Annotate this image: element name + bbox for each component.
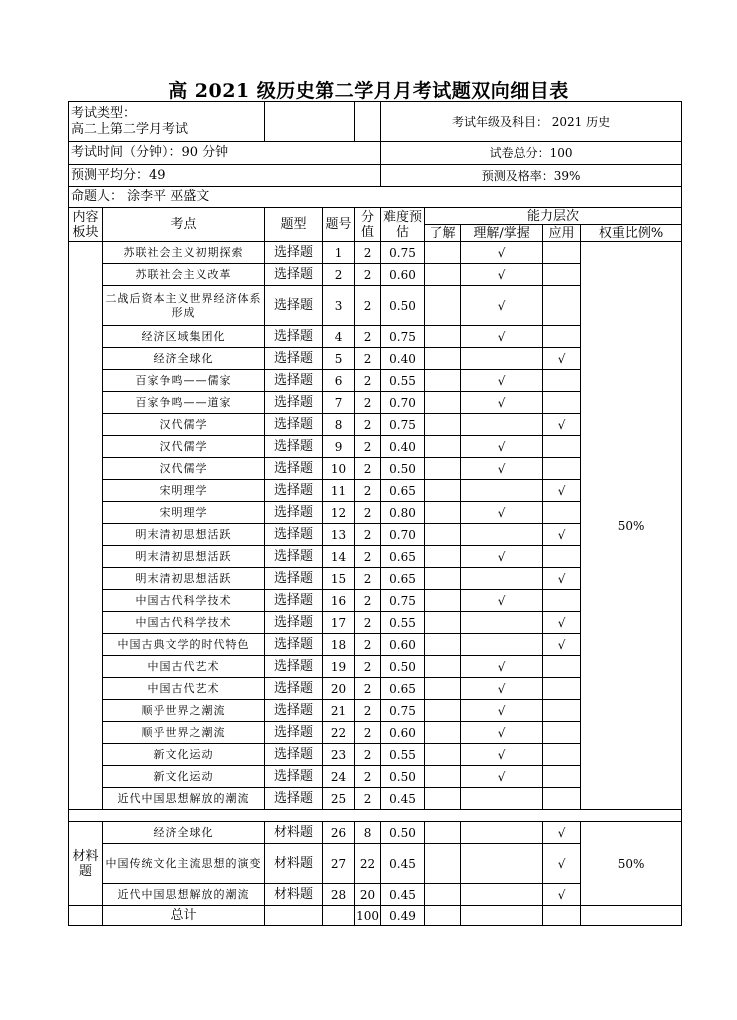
topic-cell: 二战后资本主义世界经济体系形成 [103, 286, 265, 326]
type-cell: 选择题 [265, 414, 323, 436]
page-title: 高 2021 级历史第二学月月考试题双向细目表 [168, 80, 569, 102]
num-cell: 10 [323, 458, 355, 480]
understand-cell [425, 766, 461, 788]
comprehend-cell: √ [461, 656, 543, 678]
header-weight: 权重比例% [581, 225, 682, 242]
header-num: 题号 [323, 208, 355, 242]
header-ability: 能力层次 [425, 208, 682, 225]
total-difficulty: 0.49 [381, 906, 425, 926]
comprehend-cell [461, 788, 543, 810]
comprehend-cell: √ [461, 242, 543, 264]
difficulty-cell: 0.50 [381, 656, 425, 678]
header-block: 内容板块 [69, 208, 103, 242]
content-block-cell [69, 242, 103, 810]
type-cell: 选择题 [265, 436, 323, 458]
score-cell: 2 [355, 480, 381, 502]
difficulty-cell: 0.40 [381, 436, 425, 458]
understand-cell [425, 634, 461, 656]
header-understand: 了解 [425, 225, 461, 242]
topic-cell: 明末清初思想活跃 [103, 524, 265, 546]
comprehend-cell: √ [461, 722, 543, 744]
score-cell: 2 [355, 788, 381, 810]
type-cell: 选择题 [265, 788, 323, 810]
total-apply-cell [543, 906, 581, 926]
score-cell: 2 [355, 436, 381, 458]
score-cell: 2 [355, 656, 381, 678]
apply-cell [543, 590, 581, 612]
total-score: 试卷总分：100 [381, 142, 682, 165]
type-cell: 选择题 [265, 502, 323, 524]
table-row [69, 822, 682, 844]
apply-cell [543, 744, 581, 766]
difficulty-cell: 0.55 [381, 370, 425, 392]
score-cell: 2 [355, 590, 381, 612]
score-cell: 2 [355, 326, 381, 348]
topic-cell: 明末清初思想活跃 [103, 568, 265, 590]
topic-cell: 百家争鸣——道家 [103, 392, 265, 414]
apply-cell: √ [543, 568, 581, 590]
score-cell: 2 [355, 766, 381, 788]
difficulty-cell: 0.50 [381, 822, 425, 844]
header-score: 分值 [355, 208, 381, 242]
comprehend-cell [461, 414, 543, 436]
understand-cell [425, 502, 461, 524]
apply-cell [543, 788, 581, 810]
total-num-cell [323, 906, 355, 926]
difficulty-cell: 0.65 [381, 568, 425, 590]
num-cell: 21 [323, 700, 355, 722]
num-cell: 6 [323, 370, 355, 392]
difficulty-cell: 0.55 [381, 612, 425, 634]
score-cell: 2 [355, 678, 381, 700]
total-type-cell [265, 906, 323, 926]
topic-cell: 宋明理学 [103, 502, 265, 524]
comprehend-cell: √ [461, 744, 543, 766]
understand-cell [425, 700, 461, 722]
table-row [69, 242, 682, 264]
score-cell: 2 [355, 546, 381, 568]
score-cell: 2 [355, 700, 381, 722]
num-cell: 28 [323, 884, 355, 906]
apply-cell: √ [543, 480, 581, 502]
predicted-pass-rate: 预测及格率：39% [381, 165, 682, 187]
difficulty-cell: 0.45 [381, 788, 425, 810]
understand-cell [425, 348, 461, 370]
apply-cell [543, 264, 581, 286]
score-cell: 2 [355, 242, 381, 264]
comprehend-cell: √ [461, 546, 543, 568]
num-cell: 27 [323, 844, 355, 884]
score-cell: 22 [355, 844, 381, 884]
difficulty-cell: 0.45 [381, 844, 425, 884]
understand-cell [425, 264, 461, 286]
difficulty-cell: 0.80 [381, 502, 425, 524]
understand-cell [425, 844, 461, 884]
comprehend-cell [461, 822, 543, 844]
apply-cell [543, 766, 581, 788]
topic-cell: 汉代儒学 [103, 414, 265, 436]
understand-cell [425, 326, 461, 348]
type-cell: 材料题 [265, 822, 323, 844]
topic-cell: 百家争鸣——儒家 [103, 370, 265, 392]
score-cell: 2 [355, 722, 381, 744]
num-cell: 5 [323, 348, 355, 370]
topic-cell: 中国古典文学的时代特色 [103, 634, 265, 656]
understand-cell [425, 822, 461, 844]
apply-cell: √ [543, 884, 581, 906]
comprehend-cell: √ [461, 458, 543, 480]
comprehend-cell: √ [461, 264, 543, 286]
difficulty-cell: 0.50 [381, 286, 425, 326]
difficulty-cell: 0.75 [381, 326, 425, 348]
comprehend-cell [461, 480, 543, 502]
total-score: 100 [355, 906, 381, 926]
score-cell: 20 [355, 884, 381, 906]
comprehend-cell: √ [461, 700, 543, 722]
topic-cell: 中国古代艺术 [103, 656, 265, 678]
score-cell: 2 [355, 414, 381, 436]
understand-cell [425, 656, 461, 678]
apply-cell [543, 458, 581, 480]
apply-cell [543, 286, 581, 326]
comprehend-cell: √ [461, 392, 543, 414]
comprehend-cell: √ [461, 590, 543, 612]
num-cell: 23 [323, 744, 355, 766]
apply-cell [543, 700, 581, 722]
type-cell: 选择题 [265, 370, 323, 392]
comprehend-cell [461, 612, 543, 634]
difficulty-cell: 0.65 [381, 480, 425, 502]
topic-cell: 近代中国思想解放的潮流 [103, 884, 265, 906]
topic-cell: 中国古代科学技术 [103, 612, 265, 634]
understand-cell [425, 612, 461, 634]
total-blank-cell [69, 906, 103, 926]
type-cell: 选择题 [265, 656, 323, 678]
difficulty-cell: 0.70 [381, 524, 425, 546]
score-cell: 2 [355, 568, 381, 590]
num-cell: 7 [323, 392, 355, 414]
difficulty-cell: 0.50 [381, 458, 425, 480]
understand-cell [425, 480, 461, 502]
understand-cell [425, 414, 461, 436]
header-apply: 应用 [543, 225, 581, 242]
understand-cell [425, 884, 461, 906]
apply-cell [543, 656, 581, 678]
type-cell: 选择题 [265, 458, 323, 480]
topic-cell: 新文化运动 [103, 766, 265, 788]
apply-cell [543, 370, 581, 392]
difficulty-cell: 0.60 [381, 722, 425, 744]
type-cell: 选择题 [265, 242, 323, 264]
grade-subject: 考试年级及科目： 2021 历史 [381, 102, 682, 142]
type-cell: 选择题 [265, 524, 323, 546]
topic-cell: 中国古代艺术 [103, 678, 265, 700]
topic-cell: 经济全球化 [103, 822, 265, 844]
header-point: 考点 [103, 208, 265, 242]
type-cell: 选择题 [265, 326, 323, 348]
type-cell: 选择题 [265, 264, 323, 286]
understand-cell [425, 722, 461, 744]
difficulty-cell: 0.75 [381, 590, 425, 612]
understand-cell [425, 546, 461, 568]
apply-cell: √ [543, 634, 581, 656]
score-cell: 2 [355, 392, 381, 414]
type-cell: 材料题 [265, 844, 323, 884]
comprehend-cell [461, 568, 543, 590]
comprehend-cell: √ [461, 370, 543, 392]
num-cell: 18 [323, 634, 355, 656]
header-difficulty: 难度预估 [381, 208, 425, 242]
difficulty-cell: 0.50 [381, 766, 425, 788]
topic-cell: 经济全球化 [103, 348, 265, 370]
content-block-cell: 材料题 [69, 822, 103, 906]
apply-cell: √ [543, 414, 581, 436]
num-cell: 22 [323, 722, 355, 744]
topic-cell: 明末清初思想活跃 [103, 546, 265, 568]
score-cell: 2 [355, 264, 381, 286]
num-cell: 24 [323, 766, 355, 788]
comprehend-cell: √ [461, 678, 543, 700]
apply-cell: √ [543, 348, 581, 370]
difficulty-cell: 0.60 [381, 264, 425, 286]
exam-type-cell [69, 102, 265, 142]
comprehend-cell [461, 348, 543, 370]
type-cell: 选择题 [265, 348, 323, 370]
difficulty-cell: 0.45 [381, 884, 425, 906]
header-type: 题型 [265, 208, 323, 242]
comprehend-cell [461, 844, 543, 884]
understand-cell [425, 242, 461, 264]
difficulty-cell: 0.65 [381, 678, 425, 700]
score-cell: 2 [355, 744, 381, 766]
num-cell: 14 [323, 546, 355, 568]
comprehend-cell: √ [461, 436, 543, 458]
topic-cell: 宋明理学 [103, 480, 265, 502]
topic-cell: 中国传统文化主流思想的演变 [103, 844, 265, 884]
num-cell: 1 [323, 242, 355, 264]
spec-table [68, 101, 682, 926]
apply-cell [543, 392, 581, 414]
total-label: 总计 [103, 906, 265, 926]
num-cell: 9 [323, 436, 355, 458]
weight-cell: 50% [581, 242, 682, 810]
apply-cell [543, 546, 581, 568]
score-cell: 2 [355, 502, 381, 524]
understand-cell [425, 286, 461, 326]
understand-cell [425, 458, 461, 480]
apply-cell [543, 242, 581, 264]
difficulty-cell: 0.75 [381, 414, 425, 436]
total-understand-cell [425, 906, 461, 926]
topic-cell: 汉代儒学 [103, 458, 265, 480]
understand-cell [425, 678, 461, 700]
understand-cell [425, 524, 461, 546]
topic-cell: 经济区域集团化 [103, 326, 265, 348]
topic-cell: 近代中国思想解放的潮流 [103, 788, 265, 810]
total-comprehend-cell [461, 906, 543, 926]
type-cell: 选择题 [265, 722, 323, 744]
difficulty-cell: 0.70 [381, 392, 425, 414]
understand-cell [425, 370, 461, 392]
exam-type-value: 高二上第二学月考试 [71, 121, 189, 137]
understand-cell [425, 436, 461, 458]
num-cell: 26 [323, 822, 355, 844]
comprehend-cell [461, 634, 543, 656]
type-cell: 选择题 [265, 480, 323, 502]
understand-cell [425, 744, 461, 766]
topic-cell: 新文化运动 [103, 744, 265, 766]
exam-time: 考试时间（分钟）：90 分钟 [69, 142, 381, 165]
apply-cell [543, 502, 581, 524]
header-comprehend: 理解/掌握 [461, 225, 543, 242]
difficulty-cell: 0.65 [381, 546, 425, 568]
num-cell: 2 [323, 264, 355, 286]
score-cell: 2 [355, 458, 381, 480]
authors: 命题人： 涂李平 巫盛文 [69, 187, 682, 208]
num-cell: 17 [323, 612, 355, 634]
weight-cell: 50% [581, 822, 682, 906]
type-cell: 选择题 [265, 286, 323, 326]
type-cell: 选择题 [265, 546, 323, 568]
difficulty-cell: 0.75 [381, 242, 425, 264]
type-cell: 选择题 [265, 392, 323, 414]
num-cell: 12 [323, 502, 355, 524]
num-cell: 19 [323, 656, 355, 678]
topic-cell: 顺乎世界之潮流 [103, 722, 265, 744]
comprehend-cell: √ [461, 326, 543, 348]
topic-cell: 顺乎世界之潮流 [103, 700, 265, 722]
type-cell: 材料题 [265, 884, 323, 906]
comprehend-cell: √ [461, 766, 543, 788]
apply-cell [543, 326, 581, 348]
type-cell: 选择题 [265, 678, 323, 700]
num-cell: 15 [323, 568, 355, 590]
predicted-average: 预测平均分：49 [69, 165, 381, 187]
difficulty-cell: 0.40 [381, 348, 425, 370]
type-cell: 选择题 [265, 744, 323, 766]
num-cell: 13 [323, 524, 355, 546]
type-cell: 选择题 [265, 568, 323, 590]
topic-cell: 苏联社会主义改革 [103, 264, 265, 286]
score-cell: 2 [355, 286, 381, 326]
understand-cell [425, 568, 461, 590]
type-cell: 选择题 [265, 590, 323, 612]
exam-type-label: 考试类型： [71, 105, 137, 121]
score-cell: 2 [355, 524, 381, 546]
apply-cell [543, 678, 581, 700]
apply-cell [543, 722, 581, 744]
difficulty-cell: 0.75 [381, 700, 425, 722]
understand-cell [425, 392, 461, 414]
score-cell: 2 [355, 612, 381, 634]
type-cell: 选择题 [265, 700, 323, 722]
difficulty-cell: 0.60 [381, 634, 425, 656]
topic-cell: 汉代儒学 [103, 436, 265, 458]
score-cell: 2 [355, 634, 381, 656]
num-cell: 3 [323, 286, 355, 326]
score-cell: 2 [355, 370, 381, 392]
type-cell: 选择题 [265, 634, 323, 656]
comprehend-cell [461, 884, 543, 906]
num-cell: 11 [323, 480, 355, 502]
topic-cell: 苏联社会主义初期探索 [103, 242, 265, 264]
score-cell: 8 [355, 822, 381, 844]
apply-cell: √ [543, 524, 581, 546]
total-row [69, 906, 682, 926]
score-cell: 2 [355, 348, 381, 370]
total-weight-cell [581, 906, 682, 926]
apply-cell [543, 436, 581, 458]
difficulty-cell: 0.55 [381, 744, 425, 766]
apply-cell: √ [543, 822, 581, 844]
num-cell: 25 [323, 788, 355, 810]
understand-cell [425, 590, 461, 612]
apply-cell: √ [543, 844, 581, 884]
understand-cell [425, 788, 461, 810]
comprehend-cell: √ [461, 286, 543, 326]
type-cell: 选择题 [265, 612, 323, 634]
comprehend-cell: √ [461, 502, 543, 524]
apply-cell: √ [543, 612, 581, 634]
separator-row [69, 810, 682, 822]
separator-cell [69, 810, 682, 822]
num-cell: 16 [323, 590, 355, 612]
num-cell: 20 [323, 678, 355, 700]
num-cell: 8 [323, 414, 355, 436]
topic-cell: 中国古代科学技术 [103, 590, 265, 612]
type-cell: 选择题 [265, 766, 323, 788]
comprehend-cell [461, 524, 543, 546]
num-cell: 4 [323, 326, 355, 348]
